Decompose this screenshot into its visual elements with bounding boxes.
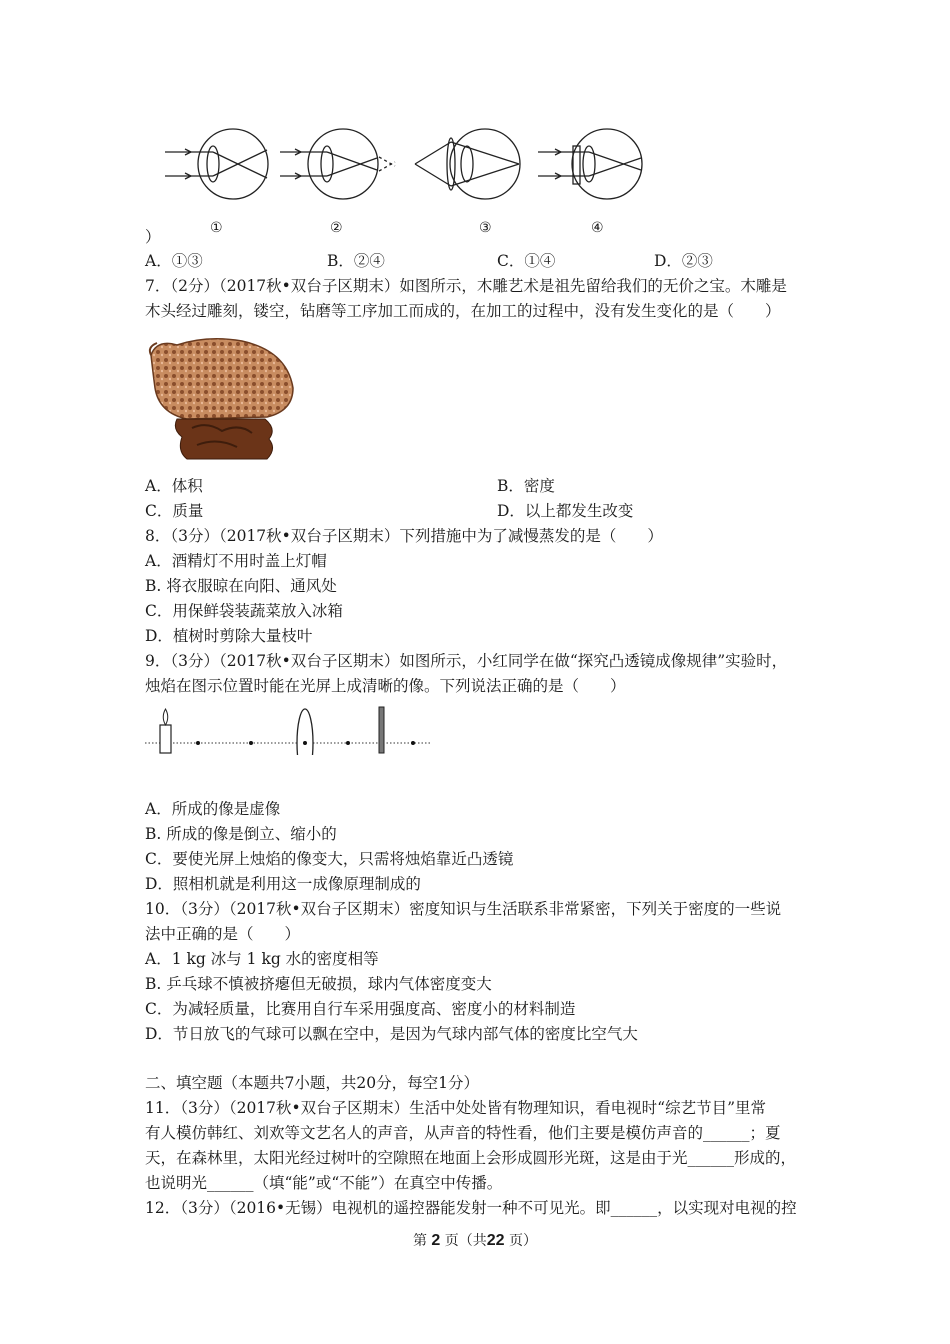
candle-icon: [160, 709, 171, 753]
q7-stem-line-1: 7．（2分）（2017秋•双台子区期末）如图所示，木雕艺术是祖先留给我们的无价之宝。木雕是: [145, 277, 787, 295]
q9-stem-line-1: 9．（3分）（2017秋•双台子区期末）如图所示，小红同学在做“探究凸透镜成像规律”实验时，: [145, 652, 788, 670]
q6-option-d[interactable]: D．②③: [654, 252, 713, 270]
eye-diagram-label-1: ①: [210, 220, 223, 236]
q11-line-4: 也说明光______（填“能”或“不能”）在真空中传播。: [145, 1174, 503, 1192]
q12-line-1: 12．（3分）（2016•无锡）电视机的遥控器能发射一种不可见光。即______，以实现对电视的控: [145, 1199, 797, 1217]
eye-diagram-2: [280, 129, 395, 199]
eye-diagram-1: [165, 129, 268, 199]
eye-diagram-label-2: ②: [330, 220, 343, 236]
footer-prefix: 第: [412, 1233, 427, 1249]
q6-option-b[interactable]: B．②④: [327, 252, 385, 270]
q8-option-a[interactable]: A．酒精灯不用时盖上灯帽: [145, 552, 327, 570]
q9-option-d[interactable]: D．照相机就是利用这一成像原理制成的: [145, 875, 421, 893]
wood-carving-image: [147, 333, 297, 463]
q9-option-b[interactable]: B. 所成的像是倒立、缩小的: [145, 825, 337, 843]
q10-stem-line-2: 法中正确的是（ ）: [145, 925, 301, 943]
light-screen-icon: [379, 707, 384, 753]
footer-suffix: 页）: [509, 1233, 538, 1249]
q8-stem: 8．（3分）（2017秋•双台子区期末）下列措施中为了减慢蒸发的是（ ）: [145, 527, 663, 545]
q7-option-c[interactable]: C．质量: [145, 502, 204, 520]
eye-diagram-label-3: ③: [479, 220, 492, 236]
eye-diagram-3: [415, 129, 520, 199]
q9-option-c[interactable]: C．要使光屏上烛焰的像变大，只需将烛焰靠近凸透镜: [145, 850, 514, 868]
q9-stem-line-2: 烛焰在图示位置时能在光屏上成清晰的像。下列说法正确的是（ ）: [145, 677, 626, 695]
footer-middle: 页（共: [444, 1233, 487, 1249]
q10-option-d[interactable]: D．节日放飞的气球可以飘在空中，是因为气球内部气体的密度比空气大: [145, 1025, 638, 1043]
q6-option-a[interactable]: A．①③: [145, 252, 203, 270]
q10-stem-line-1: 10．（3分）（2017秋•双台子区期末）密度知识与生活联系非常紧密，下列关于密度的一些说: [145, 900, 782, 918]
convex-lens-icon: [297, 709, 313, 755]
q6-stem-tail: ）: [145, 228, 161, 246]
q7-stem-line-2: 木头经过雕刻，镂空，钻磨等工序加工而成的，在加工的过程中，没有发生变化的是（ ）: [145, 302, 781, 320]
eye-diagram-4: [538, 129, 642, 199]
q8-option-d[interactable]: D．植树时剪除大量枝叶: [145, 627, 313, 645]
q8-option-b[interactable]: B. 将衣服晾在向阳、通风处: [145, 577, 337, 595]
q11-line-2: 有人模仿韩红、刘欢等文艺名人的声音，从声音的特性看，他们主要是模仿声音的______；夏: [145, 1124, 781, 1142]
q10-option-a[interactable]: A．1 kg 冰与 1 kg 水的密度相等: [145, 950, 379, 968]
q7-option-a[interactable]: A．体积: [145, 477, 203, 495]
section-2-title: 二、填空题（本题共7小题，共20分，每空1分）: [145, 1074, 479, 1092]
q11-line-1: 11．（3分）（2017秋•双台子区期末）生活中处处皆有物理知识，看电视时“综艺节目”里常: [145, 1099, 767, 1117]
q8-option-c[interactable]: C．用保鲜袋装蔬菜放入冰箱: [145, 602, 343, 620]
q9-option-a[interactable]: A．所成的像是虚像: [145, 800, 281, 818]
q11-line-3: 天，在森林里，太阳光经过树叶的空隙照在地面上会形成圆形光斑，这是由于光______形成的，: [145, 1149, 797, 1167]
lens-experiment-figure: [143, 705, 433, 755]
page-footer: [0, 1230, 950, 1250]
eye-diagram-label-4: ④: [591, 220, 604, 236]
q10-option-c[interactable]: C．为减轻质量，比赛用自行车采用强度高、密度小的材料制造: [145, 1000, 576, 1018]
footer-page-number: 2: [431, 1232, 441, 1249]
q10-option-b[interactable]: B. 乒乓球不慎被挤瘪但无破损，球内气体密度变大: [145, 975, 492, 993]
q7-option-d[interactable]: D．以上都发生改变: [497, 502, 634, 520]
q6-option-c[interactable]: C．①④: [497, 252, 556, 270]
q7-option-b[interactable]: B．密度: [497, 477, 555, 495]
eye-diagrams-figure: [155, 120, 655, 245]
footer-total-pages: 22: [486, 1232, 505, 1249]
eye-diagrams-svg: [155, 120, 655, 245]
